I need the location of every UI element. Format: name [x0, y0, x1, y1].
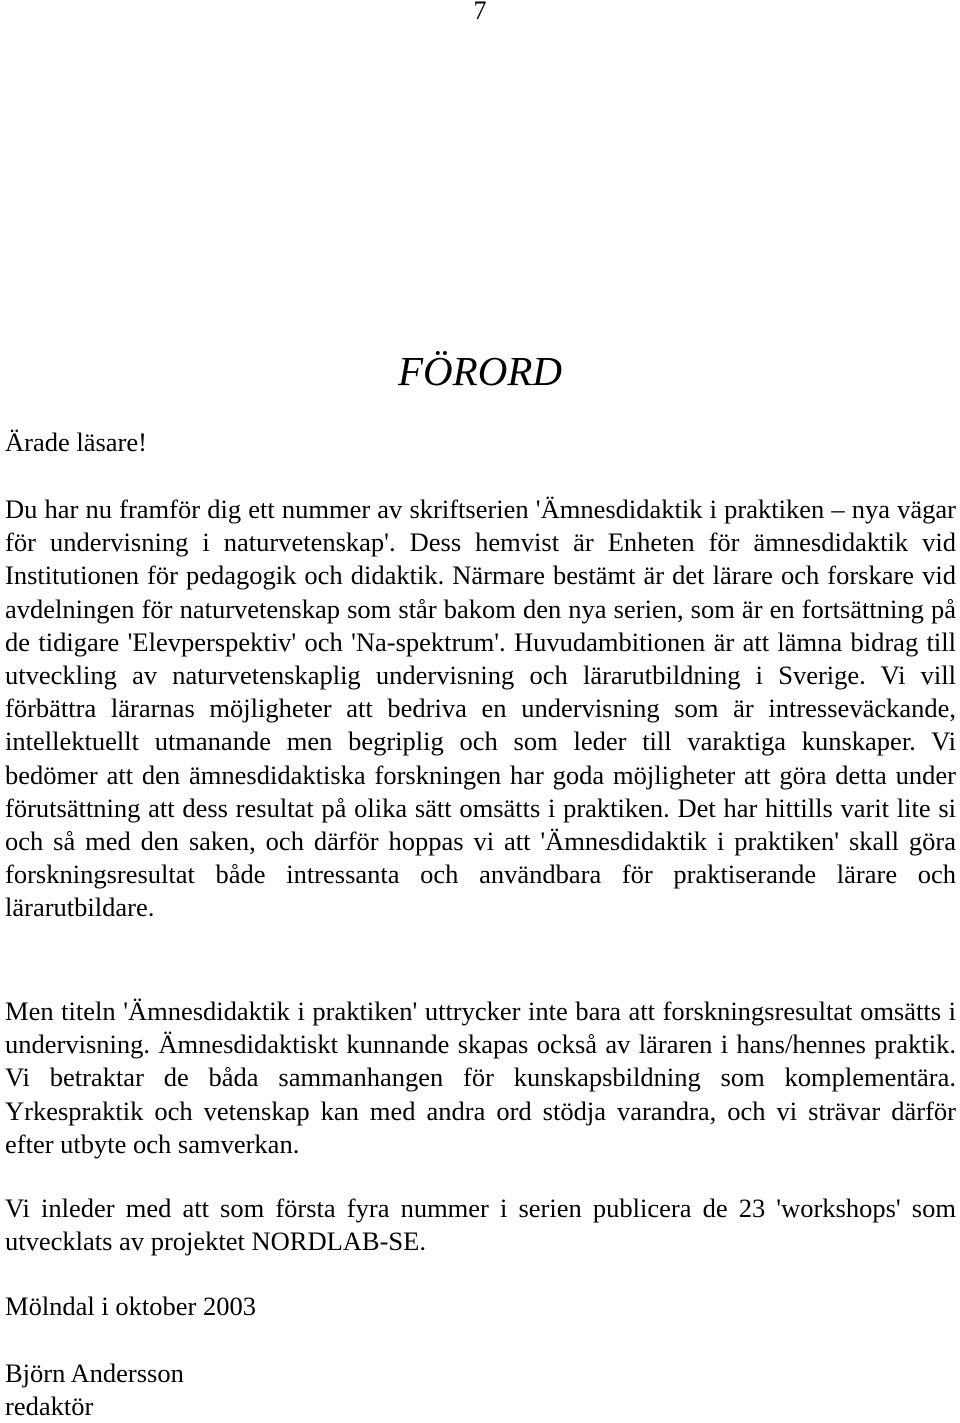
signature-role: redaktör — [5, 1391, 94, 1422]
place-and-date: Mölndal i oktober 2003 — [5, 1291, 256, 1321]
signature-block — [5, 1357, 956, 1423]
page-title: FÖRORD — [398, 348, 562, 394]
paragraph-intro: Du har nu framför dig ett nummer av skriftserien 'Ämnesdidaktik i praktiken – nya vägar för undervisning i naturvetenskap'. Dess hemvist är Enheten för ämnesdidaktik vid Institutionen för pedagogik och didaktik. Närmare bestämt är det lärare och forskare vid avdelningen för naturvetenskap som står bakom den nya serien, som är en fortsättning på de tidigare 'Elevperspektiv' och 'Na-spektrum'. Huvudambitionen är att lämna bidrag till utveckling av naturvetenskaplig undervisning och lärarutbildning i Sverige. Vi vill förbättra lärarnas möjligheter att bedriva en undervisning som är intresseväckande, intellektuellt utmanande men begriplig och som leder till varaktiga kunskaper. Vi bedömer att den ämnesdidaktiska forskningen har goda möjligheter att göra detta under förutsättning att dess resultat på olika sätt omsätts i praktiken. Det har hittills varit lite si och så med den saken, och därför hoppas vi att 'Ämnesdidaktik i praktiken' skall göra forskningsresultat både intressanta och användbara för praktiserande lärare och lärarutbildare. — [5, 494, 956, 923]
page-number: 7 — [473, 0, 487, 25]
paragraph-title-meaning: Men titeln 'Ämnesdidaktik i praktiken' uttrycker inte bara att forskningsresultat omsätts i undervisning. Ämnesdidaktiskt kunnande skapas också av läraren i hans/hennes praktik. Vi betraktar de båda sammanhangen för kunskapsbildning som komplementära. Yrkespraktik och vetenskap kan med andra ord stödja varandra, och vi strävar därför efter utbyte och samverkan. — [5, 996, 956, 1159]
paragraph-workshops: Vi inleder med att som första fyra nummer i serien publicera de 23 'workshops' som utvecklats av projektet NORDLAB-SE. — [5, 1193, 956, 1257]
signature-name: Björn Andersson — [5, 1358, 184, 1388]
salutation: Ärade läsare! — [5, 427, 147, 457]
